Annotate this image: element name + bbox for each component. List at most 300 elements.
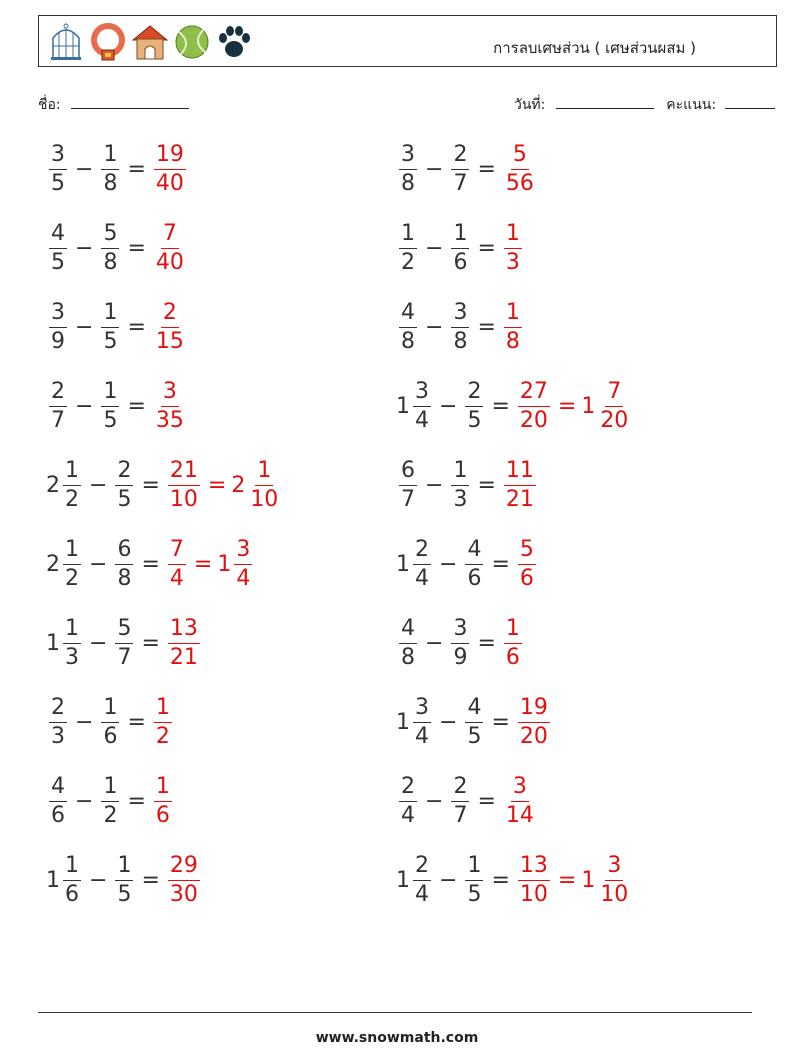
minuend-fraction-numerator: 4 — [49, 776, 67, 802]
subtrahend-fraction — [115, 539, 133, 590]
minuend-fraction-denominator: 5 — [51, 171, 65, 196]
answer-mixed-fraction-whole: 1 — [581, 868, 596, 893]
subtrahend-fraction-numerator: 3 — [451, 302, 469, 328]
subtrahend-fraction — [101, 302, 119, 353]
answer-mixed-fraction-whole: 1 — [581, 394, 596, 419]
minuend-fraction — [49, 381, 67, 432]
minuend-fraction-denominator: 7 — [401, 487, 415, 512]
problem-item — [46, 855, 203, 906]
minus-sign: − — [439, 394, 458, 419]
subtrahend-fraction-denominator: 6 — [453, 250, 468, 275]
minuend-fraction-numerator: 1 — [63, 618, 81, 644]
answer-fraction — [504, 302, 522, 353]
minuend-fraction — [63, 460, 81, 511]
subtrahend-fraction-denominator: 5 — [467, 724, 482, 749]
answer-fraction — [168, 618, 200, 669]
problem-item — [396, 144, 539, 195]
minuend-fraction — [399, 776, 417, 827]
equals-sign: = — [127, 315, 146, 340]
minuend-fraction-denominator: 4 — [415, 882, 429, 907]
equals-sign: = — [127, 789, 146, 814]
answer-fraction-denominator: 6 — [519, 566, 534, 591]
answer-fraction-numerator: 19 — [154, 144, 186, 170]
problem-item — [396, 223, 525, 274]
answer-mixed-fraction — [598, 381, 630, 432]
answer-mixed-fraction-numerator: 1 — [255, 460, 273, 486]
minuend-fraction-numerator: 6 — [399, 460, 417, 486]
minus-sign: − — [75, 789, 94, 814]
minuend-fraction — [399, 223, 417, 274]
answer-fraction-denominator: 4 — [169, 566, 184, 591]
answer-fraction-denominator: 10 — [519, 882, 548, 907]
answer-fraction-denominator: 35 — [155, 408, 184, 433]
answer-fraction-denominator: 20 — [519, 408, 548, 433]
answer-fraction — [154, 223, 186, 274]
answer-fraction-numerator: 29 — [168, 855, 200, 881]
subtrahend-fraction — [451, 223, 469, 274]
subtrahend-fraction-numerator: 1 — [101, 697, 119, 723]
minus-sign: − — [425, 157, 444, 182]
minuend-fraction-denominator: 9 — [51, 329, 65, 354]
answer-fraction — [518, 697, 550, 748]
minus-sign: − — [439, 868, 458, 893]
answer-fraction — [168, 855, 200, 906]
minuend-fraction-numerator: 2 — [49, 381, 67, 407]
answer-fraction-denominator: 3 — [505, 250, 520, 275]
equals-sign: = — [477, 473, 496, 498]
answer-equals-sign: = — [207, 473, 227, 498]
minuend-fraction-denominator: 8 — [401, 171, 415, 196]
minuend-fraction-numerator: 2 — [413, 539, 431, 565]
subtrahend-fraction — [101, 144, 119, 195]
minus-sign: − — [89, 473, 108, 498]
answer — [165, 539, 255, 590]
equals-sign: = — [477, 315, 496, 340]
subtrahend-fraction-numerator: 1 — [101, 776, 119, 802]
minuend-fraction-denominator: 4 — [415, 724, 429, 749]
problem-item — [46, 144, 189, 195]
problem-item — [46, 539, 255, 590]
answer-fraction-numerator: 2 — [161, 302, 179, 328]
answer — [501, 776, 539, 827]
minuend-fraction-numerator: 3 — [399, 144, 417, 170]
answer — [515, 381, 633, 432]
subtrahend-fraction-denominator: 6 — [467, 566, 482, 591]
subtrahend-fraction — [101, 776, 119, 827]
answer-mixed-fraction-denominator: 10 — [250, 487, 279, 512]
answer — [515, 855, 633, 906]
minus-sign: − — [425, 473, 444, 498]
answer — [501, 302, 525, 353]
answer — [165, 460, 283, 511]
minuend-fraction — [413, 539, 431, 590]
answer — [501, 618, 525, 669]
paw-print-icon — [215, 22, 253, 62]
subtrahend-fraction-numerator: 6 — [115, 539, 133, 565]
minuend-fraction-numerator: 3 — [413, 697, 431, 723]
subtrahend-fraction-numerator: 1 — [101, 144, 119, 170]
problem-item — [396, 776, 539, 827]
answer-fraction — [518, 381, 550, 432]
subtrahend-fraction — [451, 302, 469, 353]
subtrahend-fraction-numerator: 1 — [101, 302, 119, 328]
subtrahend-fraction-numerator: 1 — [451, 460, 469, 486]
minuend-fraction-denominator: 8 — [401, 329, 415, 354]
problem-item — [396, 460, 539, 511]
minuend-fraction — [63, 855, 81, 906]
subtrahend-fraction-numerator: 5 — [115, 618, 133, 644]
minuend-fraction — [63, 618, 81, 669]
answer-fraction-numerator: 5 — [511, 144, 529, 170]
answer-mixed-fraction — [248, 460, 280, 511]
answer-equals-sign: = — [557, 394, 577, 419]
answer-fraction-numerator: 1 — [154, 697, 172, 723]
answer-fraction — [518, 855, 550, 906]
subtrahend-fraction — [465, 539, 483, 590]
subtrahend-fraction-numerator: 2 — [115, 460, 133, 486]
problem-item — [396, 381, 633, 432]
subtrahend-fraction-denominator: 7 — [453, 171, 468, 196]
minus-sign: − — [89, 552, 108, 577]
subtrahend-fraction-numerator: 3 — [451, 618, 469, 644]
answer-fraction-numerator: 1 — [504, 302, 522, 328]
problem-item — [46, 460, 283, 511]
minuend-fraction-whole: 2 — [46, 552, 60, 577]
answer-equals-sign: = — [193, 552, 213, 577]
answer — [165, 855, 203, 906]
subtrahend-fraction — [451, 460, 469, 511]
problem-item — [396, 697, 553, 748]
answer-fraction — [504, 144, 536, 195]
minuend-fraction-whole: 1 — [46, 631, 60, 656]
minuend-fraction-numerator: 1 — [63, 855, 81, 881]
answer-mixed-fraction — [598, 855, 630, 906]
answer — [151, 144, 189, 195]
answer-fraction-denominator: 8 — [505, 329, 520, 354]
answer-fraction-denominator: 2 — [155, 724, 170, 749]
name-line — [71, 94, 189, 109]
answer — [151, 223, 189, 274]
minuend-fraction — [49, 776, 67, 827]
minuend-fraction-numerator: 2 — [413, 855, 431, 881]
subtrahend-fraction — [101, 381, 119, 432]
score-label: คะแนน: — [666, 97, 717, 113]
problem-item — [396, 618, 525, 669]
answer-fraction-numerator: 3 — [161, 381, 179, 407]
subtrahend-fraction-denominator: 8 — [103, 171, 118, 196]
problem-item — [46, 618, 203, 669]
answer-fraction-denominator: 14 — [505, 803, 534, 828]
minuend-fraction — [399, 144, 417, 195]
minuend-fraction-numerator: 4 — [49, 223, 67, 249]
minus-sign: − — [75, 315, 94, 340]
answer-fraction-numerator: 11 — [504, 460, 536, 486]
minuend-fraction — [413, 855, 431, 906]
life-ring-icon — [89, 22, 127, 62]
minuend-fraction-numerator: 1 — [399, 223, 417, 249]
equals-sign: = — [127, 236, 146, 261]
subtrahend-fraction — [451, 776, 469, 827]
minuend-fraction — [49, 223, 67, 274]
minuend-fraction — [399, 460, 417, 511]
answer-fraction-numerator: 1 — [504, 223, 522, 249]
equals-sign: = — [141, 631, 160, 656]
subtrahend-fraction — [451, 144, 469, 195]
subtrahend-fraction-numerator: 4 — [465, 697, 483, 723]
subtrahend-fraction-denominator: 2 — [103, 803, 118, 828]
subtrahend-fraction — [101, 697, 119, 748]
subtrahend-fraction-denominator: 8 — [453, 329, 468, 354]
minuend-fraction-denominator: 3 — [65, 645, 79, 670]
subtrahend-fraction-denominator: 5 — [117, 487, 132, 512]
answer-mixed-fraction-denominator: 10 — [600, 882, 629, 907]
answer-fraction — [154, 144, 186, 195]
minuend-fraction — [399, 302, 417, 353]
minuend-fraction-denominator: 6 — [51, 803, 65, 828]
equals-sign: = — [127, 394, 146, 419]
subtrahend-fraction-denominator: 3 — [453, 487, 468, 512]
minuend-fraction-denominator: 2 — [401, 250, 415, 275]
subtrahend-fraction-denominator: 8 — [117, 566, 132, 591]
minus-sign: − — [425, 631, 444, 656]
problem-item — [46, 776, 175, 827]
problem-item — [46, 697, 175, 748]
answer-fraction-numerator: 13 — [168, 618, 200, 644]
problem-item — [396, 539, 539, 590]
answer-fraction-numerator: 13 — [518, 855, 550, 881]
answer-mixed-fraction-numerator: 3 — [605, 855, 623, 881]
minus-sign: − — [439, 552, 458, 577]
problem-item — [46, 381, 189, 432]
answer-fraction — [154, 697, 172, 748]
name-label: ชื่อ: — [38, 97, 61, 113]
subtrahend-fraction-numerator: 1 — [101, 381, 119, 407]
date-label: วันที่: — [514, 97, 546, 113]
minuend-fraction-denominator: 4 — [415, 408, 429, 433]
answer-fraction-numerator: 7 — [168, 539, 186, 565]
minuend-fraction-numerator: 2 — [49, 697, 67, 723]
answer-mixed-fraction — [234, 539, 252, 590]
minus-sign: − — [75, 394, 94, 419]
minuend-fraction — [49, 302, 67, 353]
subtrahend-fraction-numerator: 2 — [451, 776, 469, 802]
minuend-fraction-whole: 1 — [396, 868, 410, 893]
dog-house-icon — [131, 22, 169, 62]
minuend-fraction-denominator: 7 — [51, 408, 65, 433]
minus-sign: − — [75, 236, 94, 261]
equals-sign: = — [477, 631, 496, 656]
minuend-fraction-whole: 1 — [396, 394, 410, 419]
equals-sign: = — [141, 868, 160, 893]
answer-fraction — [504, 776, 536, 827]
answer-fraction — [168, 460, 200, 511]
minus-sign: − — [89, 631, 108, 656]
answer-mixed-fraction-numerator: 3 — [234, 539, 252, 565]
answer-fraction — [504, 618, 522, 669]
problem-item — [46, 302, 189, 353]
subtrahend-fraction — [465, 697, 483, 748]
subtrahend-fraction-denominator: 5 — [467, 408, 482, 433]
subtrahend-fraction-denominator: 7 — [453, 803, 468, 828]
answer — [151, 381, 189, 432]
equals-sign: = — [141, 473, 160, 498]
subtrahend-fraction — [451, 618, 469, 669]
subtrahend-fraction-numerator: 5 — [101, 223, 119, 249]
subtrahend-fraction-denominator: 5 — [117, 882, 132, 907]
minuend-fraction-numerator: 4 — [399, 618, 417, 644]
equals-sign: = — [477, 157, 496, 182]
minus-sign: − — [425, 789, 444, 814]
answer-fraction-denominator: 15 — [155, 329, 184, 354]
answer-fraction-numerator: 21 — [168, 460, 200, 486]
equals-sign: = — [491, 552, 510, 577]
equals-sign: = — [141, 552, 160, 577]
subtrahend-fraction — [465, 855, 483, 906]
subtrahend-fraction-denominator: 7 — [117, 645, 132, 670]
answer-fraction — [154, 302, 186, 353]
minuend-fraction — [63, 539, 81, 590]
minuend-fraction — [49, 697, 67, 748]
problem-item — [396, 302, 525, 353]
minuend-fraction-denominator: 4 — [401, 803, 415, 828]
answer-fraction-denominator: 56 — [505, 171, 534, 196]
minuend-fraction-numerator: 1 — [63, 460, 81, 486]
answer-fraction — [504, 223, 522, 274]
footer-divider — [38, 1012, 752, 1013]
answer-mixed-fraction-whole: 2 — [231, 473, 246, 498]
answer — [515, 539, 539, 590]
subtrahend-fraction-denominator: 5 — [103, 329, 118, 354]
subtrahend-fraction-denominator: 5 — [103, 408, 118, 433]
problem-item — [396, 855, 633, 906]
name-field — [38, 94, 189, 116]
answer-fraction-denominator: 21 — [169, 645, 198, 670]
answer-fraction-numerator: 19 — [518, 697, 550, 723]
minus-sign: − — [89, 868, 108, 893]
equals-sign: = — [491, 710, 510, 735]
subtrahend-fraction-denominator: 6 — [103, 724, 118, 749]
subtrahend-fraction-numerator: 1 — [115, 855, 133, 881]
minuend-fraction-numerator: 2 — [399, 776, 417, 802]
subtrahend-fraction-numerator: 4 — [465, 539, 483, 565]
minuend-fraction — [413, 381, 431, 432]
answer-fraction — [154, 776, 172, 827]
minus-sign: − — [425, 315, 444, 340]
answer — [515, 697, 553, 748]
answer-fraction-numerator: 5 — [518, 539, 536, 565]
answer — [151, 697, 175, 748]
answer — [501, 144, 539, 195]
subtrahend-fraction-numerator: 2 — [451, 144, 469, 170]
answer-mixed-fraction-denominator: 20 — [600, 408, 629, 433]
subtrahend-fraction-denominator: 9 — [453, 645, 468, 670]
answer-fraction-numerator: 3 — [511, 776, 529, 802]
header-icons — [47, 20, 253, 64]
subtrahend-fraction-denominator: 8 — [103, 250, 118, 275]
tennis-ball-icon — [173, 22, 211, 62]
footer-site: www.snowmath.com — [315, 1030, 479, 1046]
answer-fraction-denominator: 30 — [169, 882, 198, 907]
answer-fraction-denominator: 40 — [155, 171, 184, 196]
subtrahend-fraction-denominator: 5 — [467, 882, 482, 907]
answer-fraction-denominator: 21 — [505, 487, 534, 512]
answer-fraction-numerator: 27 — [518, 381, 550, 407]
answer-mixed-fraction-whole: 1 — [217, 552, 232, 577]
minus-sign: − — [75, 157, 94, 182]
equals-sign: = — [477, 236, 496, 261]
minuend-fraction-numerator: 3 — [49, 302, 67, 328]
minus-sign: − — [439, 710, 458, 735]
equals-sign: = — [491, 868, 510, 893]
equals-sign: = — [491, 394, 510, 419]
minus-sign: − — [425, 236, 444, 261]
minuend-fraction-numerator: 3 — [413, 381, 431, 407]
minus-sign: − — [75, 710, 94, 735]
date-line — [556, 94, 654, 109]
subtrahend-fraction — [115, 460, 133, 511]
answer-fraction — [168, 539, 186, 590]
subtrahend-fraction — [465, 381, 483, 432]
answer — [501, 460, 539, 511]
birdcage-icon — [47, 22, 85, 62]
answer — [501, 223, 525, 274]
minuend-fraction-numerator: 4 — [399, 302, 417, 328]
minuend-fraction-denominator: 4 — [415, 566, 429, 591]
answer-mixed-fraction-denominator: 4 — [236, 566, 251, 591]
answer-fraction-denominator: 20 — [519, 724, 548, 749]
answer-fraction-denominator: 6 — [505, 645, 520, 670]
minuend-fraction-denominator: 2 — [65, 487, 79, 512]
minuend-fraction-whole: 2 — [46, 473, 60, 498]
minuend-fraction-numerator: 3 — [49, 144, 67, 170]
answer-fraction-numerator: 7 — [161, 223, 179, 249]
minuend-fraction-denominator: 8 — [401, 645, 415, 670]
minuend-fraction-denominator: 6 — [65, 882, 79, 907]
subtrahend-fraction — [101, 223, 119, 274]
date-score-field — [514, 94, 775, 116]
minuend-fraction-whole: 1 — [396, 552, 410, 577]
answer-mixed-fraction-numerator: 7 — [605, 381, 623, 407]
score-line — [725, 94, 775, 109]
subtrahend-fraction — [115, 618, 133, 669]
answer-equals-sign: = — [557, 868, 577, 893]
answer-fraction-denominator: 6 — [155, 803, 170, 828]
minuend-fraction-numerator: 1 — [63, 539, 81, 565]
answer-fraction-denominator: 40 — [155, 250, 184, 275]
equals-sign: = — [127, 157, 146, 182]
answer-fraction-numerator: 1 — [504, 618, 522, 644]
answer — [151, 302, 189, 353]
subtrahend-fraction-numerator: 2 — [465, 381, 483, 407]
minuend-fraction — [49, 144, 67, 195]
answer-fraction — [518, 539, 536, 590]
answer-fraction — [154, 381, 186, 432]
subtrahend-fraction-numerator: 1 — [451, 223, 469, 249]
problem-item — [46, 223, 189, 274]
subtrahend-fraction — [115, 855, 133, 906]
minuend-fraction — [399, 618, 417, 669]
answer-fraction — [504, 460, 536, 511]
answer — [151, 776, 175, 827]
subtrahend-fraction-numerator: 1 — [465, 855, 483, 881]
equals-sign: = — [127, 710, 146, 735]
answer — [165, 618, 203, 669]
answer-fraction-denominator: 10 — [169, 487, 198, 512]
worksheet-header — [38, 15, 777, 67]
minuend-fraction-denominator: 5 — [51, 250, 65, 275]
worksheet-title: การลบเศษส่วน ( เศษส่วนผสม ) — [493, 39, 696, 57]
minuend-fraction — [413, 697, 431, 748]
